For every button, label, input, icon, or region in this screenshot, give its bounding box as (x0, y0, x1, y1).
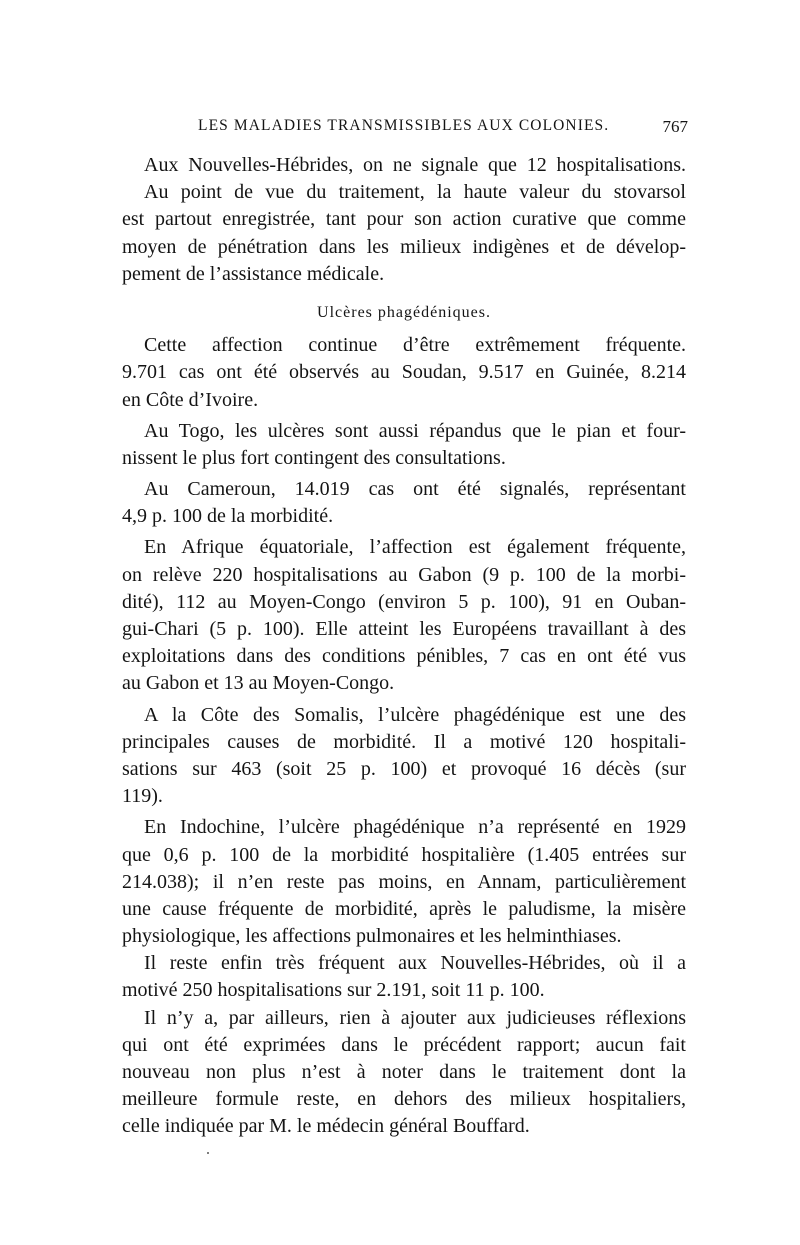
text-line: Au Togo, les ulcères sont aussi répandus que le pian et four- (144, 419, 686, 442)
text-line: en Côte d’Ivoire. (122, 388, 259, 411)
text-line: au Gabon et 13 au Moyen-Congo. (122, 672, 395, 695)
text-line: 119). (122, 785, 163, 808)
text-line: En Indochine, l’ulcère phagédénique n’a représenté en 1929 (144, 816, 686, 839)
text-line: moyen de pénétration dans les milieux indigènes et de dévelop- (122, 235, 686, 258)
text-line: que 0,6 p. 100 de la morbidité hospitalière (1.405 entrées sur (122, 843, 686, 866)
text-line: sations sur 463 (soit 25 p. 100) et provoqué 16 décès (sur (122, 757, 686, 780)
text-line: Il reste enfin très fréquent aux Nouvelles-Hébrides, où il a (144, 952, 686, 975)
text-line: nissent le plus fort contingent des consultations. (122, 446, 506, 469)
text-line: physiologique, les affections pulmonaires et les helminthiases. (122, 925, 622, 948)
text-line: exploitations dans des conditions pénibles, 7 cas en ont été vus (122, 645, 686, 668)
text-line: Au Cameroun, 14.019 cas ont été signalés, représentant (144, 478, 686, 501)
ink-speck (207, 1152, 209, 1154)
text-line: 9.701 cas ont été observés au Soudan, 9.517 en Guinée, 8.214 (122, 361, 686, 384)
text-line: on relève 220 hospitalisations au Gabon (9 p. 100 de la morbi- (122, 563, 686, 586)
text-line: principales causes de morbidité. Il a motivé 120 hospitali- (122, 730, 686, 753)
text-line: motivé 250 hospitalisations sur 2.191, soit 11 p. 100. (122, 979, 545, 1002)
text-line: gui-Chari (5 p. 100). Elle atteint les Européens travaillant à des (122, 618, 686, 640)
body-text (122, 152, 686, 1141)
text-line: nouveau non plus n’est à noter dans le traitement dont la (122, 1061, 686, 1083)
text-line: Aux Nouvelles-Hébrides, on ne signale que 12 hospitalisations. (144, 154, 686, 176)
text-line: pement de l’assistance médicale. (122, 262, 385, 285)
text-line: celle indiquée par M. le médecin général Bouffard. (122, 1115, 530, 1138)
running-title: LES MALADIES TRANSMISSIBLES AUX COLONIES. (198, 117, 610, 134)
text-line: meilleure formule reste, en dehors des milieux hospitaliers, (122, 1088, 686, 1111)
text-line: Au point de vue du traitement, la haute valeur du stovarsol (144, 181, 686, 204)
page-number: 767 (662, 117, 688, 136)
section-heading: Ulcères phagédéniques. (317, 303, 491, 321)
text-line: En Afrique équatoriale, l’affection est également fréquente, (144, 536, 686, 559)
text-line: 214.038); il n’en reste pas moins, en Annam, particulièrement (122, 870, 686, 893)
text-line: une cause fréquente de morbidité, après le paludisme, la misère (122, 897, 686, 920)
text-line: dité), 112 au Moyen-Congo (environ 5 p. 100), 91 en Ouban- (122, 590, 686, 613)
text-line: qui ont été exprimées dans le précédent rapport; aucun fait (122, 1033, 686, 1056)
text-line: A la Côte des Somalis, l’ulcère phagédénique est une des (144, 703, 686, 726)
text-line: Il n’y a, par ailleurs, rien à ajouter aux judicieuses réflexions (144, 1006, 686, 1029)
text-line: est partout enregistrée, tant pour son action curative que comme (122, 208, 686, 231)
text-line: 4,9 p. 100 de la morbidité. (122, 505, 334, 528)
text-line: Cette affection continue d’être extrêmement fréquente. (144, 334, 686, 357)
